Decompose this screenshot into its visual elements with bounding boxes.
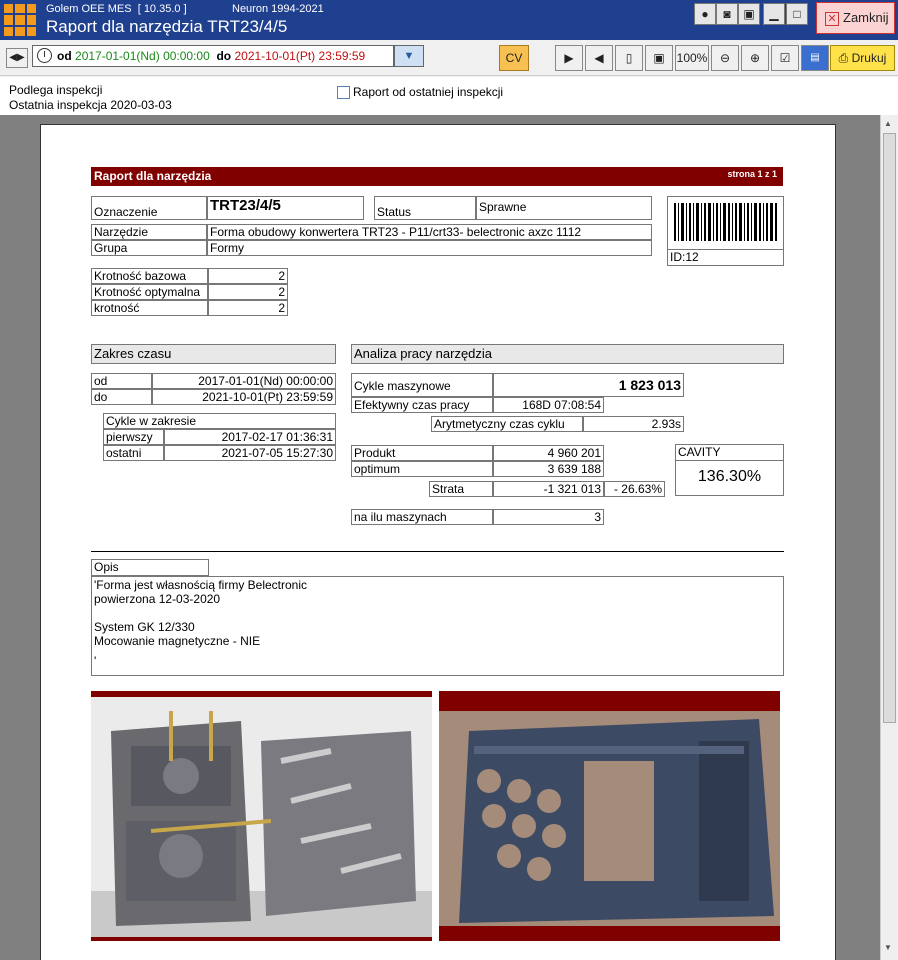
machines-label: na ilu maszynach bbox=[351, 509, 493, 525]
cavity-label: CAVITY bbox=[676, 445, 783, 461]
description-line: 'Forma jest własnością firmy Belectronic bbox=[94, 578, 308, 592]
description-line: System GK 12/330 bbox=[94, 620, 195, 634]
scroll-down-icon[interactable]: ▼ bbox=[884, 943, 892, 952]
pdf-icon[interactable]: ▤ bbox=[801, 45, 829, 71]
cavity-box bbox=[675, 444, 784, 496]
cv-button[interactable]: CV bbox=[499, 45, 529, 71]
barcode bbox=[667, 196, 784, 266]
time-range-title: Zakres czasu bbox=[91, 344, 336, 364]
multiplicity-value: 2 bbox=[208, 300, 288, 316]
toolbar bbox=[0, 40, 898, 76]
effective-time-value: 168D 07:08:54 bbox=[493, 397, 604, 413]
page-label: strona 1 z 1 bbox=[727, 169, 777, 179]
checkbox-label: Raport od ostatniej inspekcji bbox=[353, 85, 504, 99]
last-cycle-value: 2021-07-05 15:27:30 bbox=[164, 445, 336, 461]
printer-icon: ⎙ bbox=[838, 51, 849, 65]
range-to-label: do bbox=[91, 389, 152, 405]
date-from: 2017-01-01(Nd) 00:00:00 bbox=[75, 49, 210, 63]
housing-photo bbox=[439, 691, 780, 941]
description-line: powierzona 12-03-2020 bbox=[94, 592, 221, 606]
machine-cycles-label: Cykle maszynowe bbox=[351, 373, 493, 397]
app-menu-icon[interactable] bbox=[4, 4, 36, 36]
optimum-label: optimum bbox=[351, 461, 493, 477]
chevron-down-icon[interactable]: ▼ bbox=[394, 45, 424, 67]
report-header bbox=[91, 167, 783, 186]
range-from-value: 2017-01-01(Nd) 00:00:00 bbox=[152, 373, 336, 389]
divider bbox=[91, 551, 784, 552]
close-button[interactable]: ✕ Zamknij bbox=[816, 2, 895, 34]
machines-value: 3 bbox=[493, 509, 604, 525]
multiplicity-optimal-label: Krotność optymalna bbox=[91, 284, 208, 300]
product-label: Produkt bbox=[351, 445, 493, 461]
loss-value: -1 321 013 bbox=[493, 481, 604, 497]
inspection-label: Podlega inspekcji bbox=[9, 83, 103, 97]
description-title: Opis bbox=[91, 559, 209, 576]
app-name: Golem OEE MES [ 10.35.0 ] bbox=[46, 3, 187, 15]
avg-cycle-label: Arytmetyczny czas cyklu bbox=[431, 416, 583, 432]
group-value: Formy bbox=[207, 240, 652, 256]
document-icon[interactable]: ▯ bbox=[615, 45, 643, 71]
optimum-value: 3 639 188 bbox=[493, 461, 604, 477]
clock-icon bbox=[37, 48, 52, 63]
description-box bbox=[91, 576, 784, 676]
inspection-checkbox[interactable] bbox=[337, 86, 350, 99]
copyright: Neuron 1994-2021 bbox=[232, 3, 324, 15]
cavity-value: 136.30% bbox=[697, 468, 762, 485]
print-button[interactable]: ⎙ Drukuj bbox=[830, 45, 895, 71]
analysis-title: Analiza pracy narzędzia bbox=[351, 344, 784, 364]
prev-icon[interactable]: ◀ bbox=[585, 45, 613, 71]
barcode-image bbox=[668, 197, 783, 247]
last-cycle-label: ostatni bbox=[103, 445, 164, 461]
fit-page-icon[interactable]: ▣ bbox=[645, 45, 673, 71]
avg-cycle-value: 2.93s bbox=[583, 416, 684, 432]
description-line: ' bbox=[94, 654, 97, 668]
range-from-label: od bbox=[91, 373, 152, 389]
chat-icon[interactable]: ● bbox=[694, 3, 716, 25]
date-to: 2021-10-01(Pt) 23:59:59 bbox=[234, 49, 366, 63]
tool-label: Narzędzie bbox=[91, 224, 207, 240]
product-value: 4 960 201 bbox=[493, 445, 604, 461]
scroll-up-icon[interactable]: ▲ bbox=[884, 119, 892, 128]
first-cycle-value: 2017-02-17 01:36:31 bbox=[164, 429, 336, 445]
status-label: Status bbox=[374, 196, 476, 220]
date-nav-icon[interactable]: ◀▶ bbox=[6, 48, 28, 68]
next-icon[interactable]: ▶ bbox=[555, 45, 583, 71]
last-inspection-label: Ostatnia inspekcja 2020-03-03 bbox=[9, 98, 172, 112]
report-page bbox=[40, 124, 836, 960]
loss-percent: - 26.63% bbox=[604, 481, 665, 497]
close-icon: ✕ bbox=[825, 12, 839, 26]
range-to-value: 2021-10-01(Pt) 23:59:59 bbox=[152, 389, 336, 405]
checkbox-icon[interactable]: ☑ bbox=[771, 45, 799, 71]
zoom-in-icon[interactable]: ⊕ bbox=[741, 45, 769, 71]
title-bar bbox=[0, 0, 898, 40]
window-title: Raport dla narzędzia TRT23/4/5 bbox=[46, 17, 288, 36]
barcode-id: ID:12 bbox=[668, 249, 783, 265]
loss-label: Strata bbox=[429, 481, 493, 497]
info-bar bbox=[0, 77, 898, 115]
group-label: Grupa bbox=[91, 240, 207, 256]
report-viewer[interactable] bbox=[0, 115, 880, 960]
screen-icon[interactable]: ▣ bbox=[738, 3, 760, 25]
mold-photo bbox=[91, 691, 432, 941]
multiplicity-base-value: 2 bbox=[208, 268, 288, 284]
zoom-level-button[interactable]: 100% bbox=[675, 45, 709, 71]
first-cycle-label: pierwszy bbox=[103, 429, 164, 445]
cycles-range-title: Cykle w zakresie bbox=[103, 413, 336, 429]
machine-cycles-value: 1 823 013 bbox=[493, 373, 684, 397]
description-line: Mocowanie magnetyczne - NIE bbox=[94, 634, 261, 648]
vertical-scrollbar[interactable] bbox=[880, 115, 898, 960]
designation-label: Oznaczenie bbox=[91, 196, 207, 220]
effective-time-label: Efektywny czas pracy bbox=[351, 397, 493, 413]
multiplicity-base-label: Krotność bazowa bbox=[91, 268, 208, 284]
scroll-thumb[interactable] bbox=[883, 133, 896, 723]
report-title: Raport dla narzędzia bbox=[94, 169, 212, 183]
status-value: Sprawne bbox=[476, 196, 652, 220]
designation-value: TRT23/4/5 bbox=[207, 196, 364, 220]
multiplicity-optimal-value: 2 bbox=[208, 284, 288, 300]
zoom-out-icon[interactable]: ⊖ bbox=[711, 45, 739, 71]
camera-icon[interactable]: ◙ bbox=[716, 3, 738, 25]
multiplicity-label: krotność bbox=[91, 300, 208, 316]
date-range-field[interactable]: od 2017-01-01(Nd) 00:00:00 do 2021-10-01(Pt) 23:59:59 bbox=[32, 45, 394, 67]
minimize-icon[interactable]: ▁ bbox=[763, 3, 785, 25]
tool-value: Forma obudowy konwertera TRT23 - P11/crt33- belectronic axzc 1112 bbox=[207, 224, 652, 240]
maximize-icon[interactable]: □ bbox=[786, 3, 808, 25]
